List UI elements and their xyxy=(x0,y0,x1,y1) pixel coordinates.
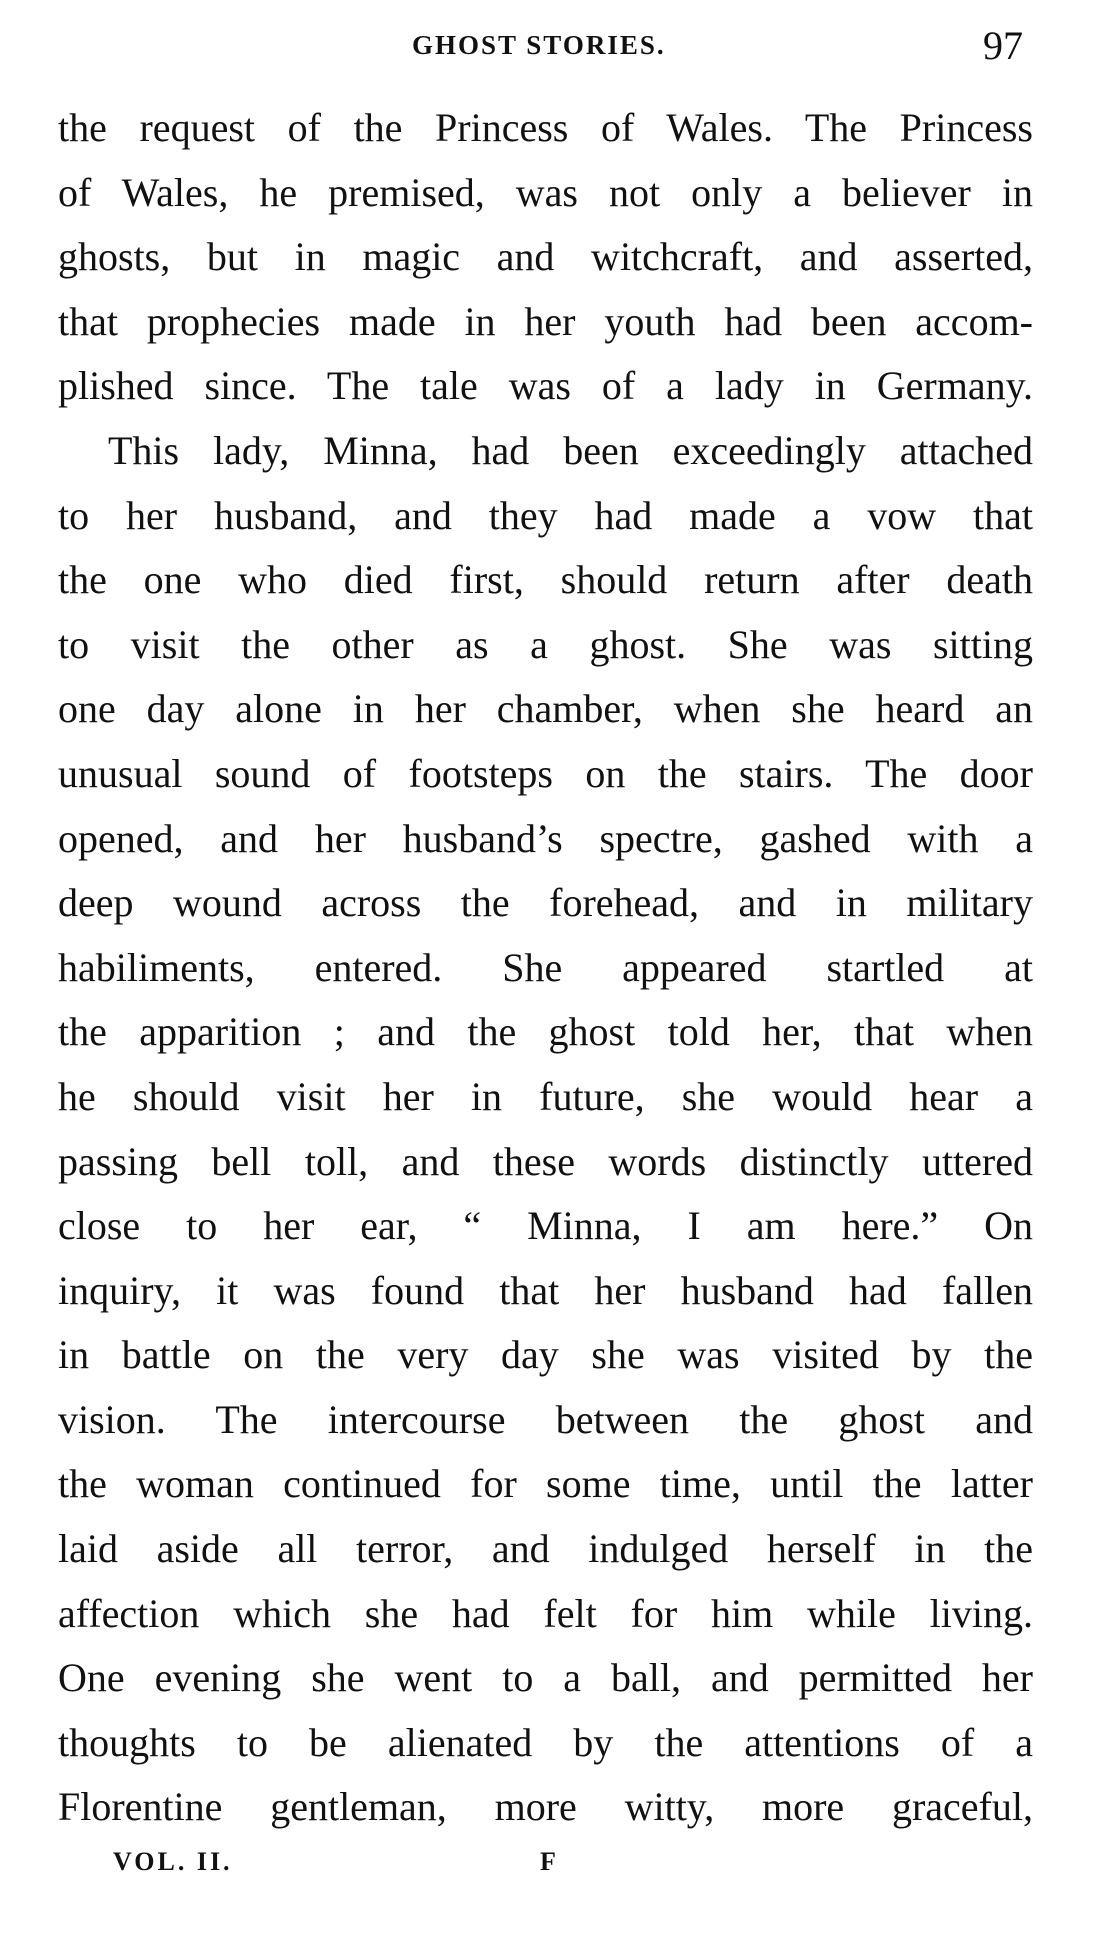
text-line: unusual sound of footsteps on the stairs. The door xyxy=(58,750,1033,796)
text-line: affection which she had felt for him while living. xyxy=(58,1590,1033,1636)
text-line: the woman continued for some time, until the latter xyxy=(58,1461,1033,1507)
text-line: that prophecies made in her youth had been accom- xyxy=(58,298,1033,344)
text-line: Florentine gentleman, more witty, more graceful, xyxy=(58,1784,1033,1830)
paragraph-start-line: This lady, Minna, had been exceedingly attached xyxy=(108,427,1033,473)
text-line: to her husband, and they had made a vow that xyxy=(58,492,1033,538)
text-line: opened, and her husband’s spectre, gashed with a xyxy=(58,815,1033,861)
signature-mark: F xyxy=(540,1847,556,1876)
page-number: 97 xyxy=(983,23,1023,68)
text-line: plished since. The tale was of a lady in Germany. xyxy=(58,363,1033,409)
volume-label: VOL. II. xyxy=(113,1847,233,1876)
text-line: thoughts to be alienated by the attentions of a xyxy=(58,1719,1033,1765)
text-line: inquiry, it was found that her husband had fallen xyxy=(58,1267,1033,1313)
text-line: of Wales, he premised, was not only a believer in xyxy=(58,169,1033,215)
text-line: vision. The intercourse between the ghost and xyxy=(58,1396,1033,1442)
text-line: the apparition ; and the ghost told her, that when xyxy=(58,1009,1033,1055)
text-line: one day alone in her chamber, when she heard an xyxy=(58,686,1033,732)
text-line: in battle on the very day she was visited by the xyxy=(58,1332,1033,1378)
text-line: passing bell toll, and these words distinctly uttered xyxy=(58,1138,1033,1184)
text-line: the request of the Princess of Wales. The Princess xyxy=(58,105,1033,150)
text-line: the one who died first, should return after death xyxy=(58,557,1033,603)
text-line: ghosts, but in magic and witchcraft, and asserted, xyxy=(58,234,1033,280)
text-line: habiliments, entered. She appeared startled at xyxy=(58,944,1033,990)
text-line: to visit the other as a ghost. She was sitting xyxy=(58,621,1033,667)
running-header xyxy=(0,22,1096,72)
text-line: deep wound across the forehead, and in military xyxy=(58,880,1033,926)
text-line: One evening she went to a ball, and permitted her xyxy=(58,1655,1033,1701)
text-line: laid aside all terror, and indulged herself in the xyxy=(58,1526,1033,1572)
text-line: close to her ear, “ Minna, I am here.” On xyxy=(58,1203,1033,1249)
body-text xyxy=(58,96,1033,1840)
running-title: GHOST STORIES. xyxy=(412,30,666,60)
page-footer xyxy=(0,1847,1096,1887)
text-line: he should visit her in future, she would hear a xyxy=(58,1073,1033,1119)
